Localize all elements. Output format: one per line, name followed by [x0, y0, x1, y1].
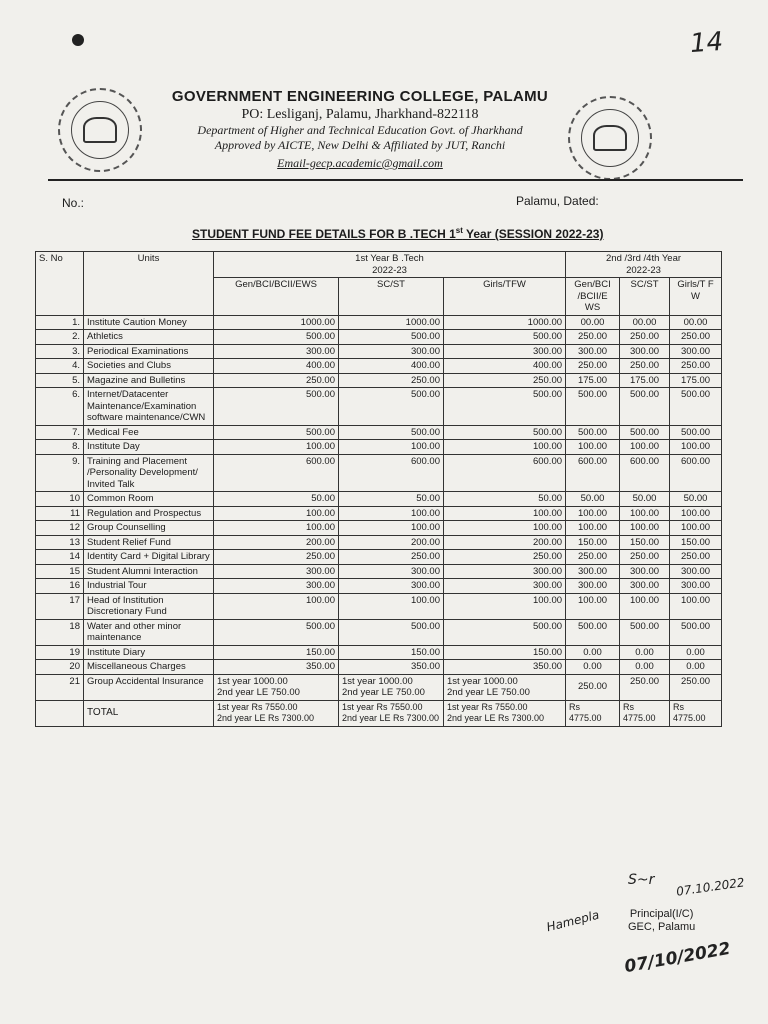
row-girls-later-value: 250.00 — [670, 359, 722, 374]
row-girls-value: 300.00 — [444, 344, 566, 359]
row-gen-later-value: 100.00 — [566, 593, 620, 619]
row-girls-later-value: 0.00 — [670, 660, 722, 675]
row-gen-value: 100.00 — [214, 593, 339, 619]
row-unit: Water and other minor maintenance — [84, 619, 214, 645]
row-scst-value: 300.00 — [339, 564, 444, 579]
row-girls-later-value: 300.00 — [670, 564, 722, 579]
row-gen-later-value: 300.00 — [566, 579, 620, 594]
row-unit: Athletics — [84, 330, 214, 345]
row-scst-later-value: 100.00 — [620, 440, 670, 455]
row-gen-later-value: 500.00 — [566, 425, 620, 440]
row-scst-value: 350.00 — [339, 660, 444, 675]
additional-signature: Hamepla — [545, 907, 601, 935]
row-scst-value: 100.00 — [339, 440, 444, 455]
row-unit: Institute Diary — [84, 645, 214, 660]
row-unit: Head of Institution Discretionary Fund — [84, 593, 214, 619]
row-scst-later-value: 500.00 — [620, 388, 670, 426]
row-gen-value: 500.00 — [214, 619, 339, 645]
row-scst-value: 100.00 — [339, 506, 444, 521]
row-girls-later-value: 300.00 — [670, 344, 722, 359]
row-scst-value: 250.00 — [339, 550, 444, 565]
table-row — [36, 521, 722, 536]
table-row — [36, 645, 722, 660]
college-seal-icon — [58, 88, 142, 172]
fee-table-body — [36, 315, 722, 726]
row-sno: 18 — [36, 619, 84, 645]
row-girls-later-value: 150.00 — [670, 535, 722, 550]
row-sno: 7. — [36, 425, 84, 440]
row-scst-later-value: 600.00 — [620, 454, 670, 492]
row-scst-later-value: 250.00 — [620, 550, 670, 565]
table-row — [36, 492, 722, 507]
row-gen-later-value: 250.00 — [566, 330, 620, 345]
row-sno: 8. — [36, 440, 84, 455]
row-unit: Training and Placement /Personality Development/ Invited Talk — [84, 454, 214, 492]
row-scst-later-value: 250.00 — [620, 359, 670, 374]
row-gen-later-value: 100.00 — [566, 521, 620, 536]
row-scst-value: 300.00 — [339, 344, 444, 359]
row-unit: Periodical Examinations — [84, 344, 214, 359]
row-girls-value: 500.00 — [444, 330, 566, 345]
row-sno: 3. — [36, 344, 84, 359]
row-gen-value: 600.00 — [214, 454, 339, 492]
row-gen-value: 400.00 — [214, 359, 339, 374]
row-gen-later-value: 175.00 — [566, 373, 620, 388]
row-girls-value: 100.00 — [444, 593, 566, 619]
table-row — [36, 535, 722, 550]
row-scst-value: 1000.00 — [339, 315, 444, 330]
row-scst-value: 500.00 — [339, 425, 444, 440]
row-unit: Regulation and Prospectus — [84, 506, 214, 521]
government-seal-icon — [568, 96, 652, 180]
col-girls-header: Girls/TFW — [444, 278, 566, 316]
row-girls-value: 500.00 — [444, 388, 566, 426]
row-gen-value: 250.00 — [214, 373, 339, 388]
row-scst-later-value: 00.00 — [620, 315, 670, 330]
row-girls-later-value: 0.00 — [670, 645, 722, 660]
row-sno: 17 — [36, 593, 84, 619]
row-gen-later-value: 100.00 — [566, 440, 620, 455]
row-unit: Identity Card + Digital Library — [84, 550, 214, 565]
row-scst-value: 300.00 — [339, 579, 444, 594]
row-unit: Internet/Datacenter Maintenance/Examination software maintenance/CWN — [84, 388, 214, 426]
row-girls-value: 300.00 — [444, 579, 566, 594]
table-row — [36, 388, 722, 426]
row-gen-value: 350.00 — [214, 660, 339, 675]
row-girls-later-value: 100.00 — [670, 440, 722, 455]
table-row — [36, 660, 722, 675]
row-gen-value: 300.00 — [214, 344, 339, 359]
row-girls-value: 250.00 — [444, 373, 566, 388]
signature-date-1: 07.10.2022 — [675, 875, 746, 899]
row-scst-later-value: 100.00 — [620, 506, 670, 521]
signature-date-2: 07/10/2022 — [623, 938, 732, 978]
table-row — [36, 550, 722, 565]
row-girls-later-value: 175.00 — [670, 373, 722, 388]
row-unit: Miscellaneous Charges — [84, 660, 214, 675]
header-divider — [48, 179, 743, 181]
table-row — [36, 564, 722, 579]
row-unit: Group Counselling — [84, 521, 214, 536]
table-row — [36, 593, 722, 619]
row-scst-later-value: 150.00 — [620, 535, 670, 550]
table-row — [36, 454, 722, 492]
row-scst-value: 400.00 — [339, 359, 444, 374]
row-gen-value: 500.00 — [214, 388, 339, 426]
row-girls-value: 1000.00 — [444, 315, 566, 330]
row-scst-value: 100.00 — [339, 593, 444, 619]
row-scst-later-value: 175.00 — [620, 373, 670, 388]
row-gen-later-value: 300.00 — [566, 564, 620, 579]
letterhead — [150, 88, 570, 171]
row-gen-later-value: 300.00 — [566, 344, 620, 359]
col-units-header: Units — [84, 252, 214, 316]
row-gen-later-value: 0.00 — [566, 645, 620, 660]
col-gen-header: Gen/BCI/BCII/EWS — [214, 278, 339, 316]
table-row — [36, 440, 722, 455]
row-gen-later-value: 250.00 — [566, 359, 620, 374]
row-scst-later-value: 300.00 — [620, 579, 670, 594]
college-address: PO: Lesliganj, Palamu, Jharkhand-822118 — [241, 107, 479, 122]
row-sno: 11 — [36, 506, 84, 521]
row-sno: 15 — [36, 564, 84, 579]
row-scst-later-value: 100.00 — [620, 593, 670, 619]
row-sno: 14 — [36, 550, 84, 565]
row-gen-value: 300.00 — [214, 579, 339, 594]
group-first-year-header: 1st Year B .Tech 2022-23 — [214, 252, 566, 278]
row-sno: 1. — [36, 315, 84, 330]
row-scst-later-value: 100.00 — [620, 521, 670, 536]
row-girls-later-value: 100.00 — [670, 593, 722, 619]
department-line: Department of Higher and Technical Education Govt. of Jharkhand — [197, 123, 523, 137]
row-unit: Institute Caution Money — [84, 315, 214, 330]
row-sno: 10 — [36, 492, 84, 507]
principal-designation: Principal(I/C) GEC, Palamu — [628, 908, 696, 933]
row-gen-value: 200.00 — [214, 535, 339, 550]
table-row — [36, 330, 722, 345]
reference-number-label: No.: — [62, 196, 85, 210]
row-scst-value: 500.00 — [339, 388, 444, 426]
row-gen-later-value: 00.00 — [566, 315, 620, 330]
table-head-row — [36, 252, 722, 278]
row-sno: 2. — [36, 330, 84, 345]
row-sno: 4. — [36, 359, 84, 374]
row-girls-later-value: 300.00 — [670, 579, 722, 594]
college-name: GOVERNMENT ENGINEERING COLLEGE, PALAMU — [171, 88, 549, 105]
row-gen-later-value: 500.00 — [566, 388, 620, 426]
row-gen-value: 50.00 — [214, 492, 339, 507]
row-scst-later-value: 0.00 — [620, 660, 670, 675]
row-sno: 19 — [36, 645, 84, 660]
col-gen-later-header: Gen/BCI /BCII/E WS — [566, 278, 620, 316]
row-scst-value: 150.00 — [339, 645, 444, 660]
row-scst-later-value: 300.00 — [620, 344, 670, 359]
row-scst-value: 500.00 — [339, 619, 444, 645]
row-gen-later-value: 50.00 — [566, 492, 620, 507]
email-line: Email-gecp.academic@gmail.com — [277, 156, 443, 170]
row-girls-value: 150.00 — [444, 645, 566, 660]
row-girls-value: 100.00 — [444, 521, 566, 536]
row-girls-later-value: 500.00 — [670, 388, 722, 426]
row-scst-value: 200.00 — [339, 535, 444, 550]
row-girls-value: 200.00 — [444, 535, 566, 550]
table-row — [36, 315, 722, 330]
row-unit: Common Room — [84, 492, 214, 507]
col-girls-later-header: Girls/T F W — [670, 278, 722, 316]
row-girls-value: 500.00 — [444, 619, 566, 645]
table-row — [36, 344, 722, 359]
row-gen-later-value: 100.00 — [566, 506, 620, 521]
row-gen-later-value: 500.00 — [566, 619, 620, 645]
row-girls-later-value: 00.00 — [670, 315, 722, 330]
row-girls-value: 100.00 — [444, 440, 566, 455]
row-unit: Industrial Tour — [84, 579, 214, 594]
row-girls-later-value: 250.00 — [670, 330, 722, 345]
row-girls-later-value: 500.00 — [670, 425, 722, 440]
table-row — [36, 359, 722, 374]
row-scst-later-value: 0.00 — [620, 645, 670, 660]
approval-line: Approved by AICTE, New Delhi & Affiliated by JUT, Ranchi — [214, 138, 506, 152]
row-sno: 20 — [36, 660, 84, 675]
group-later-years-header: 2nd /3rd /4th Year 2022-23 — [566, 252, 722, 278]
row-girls-later-value: 100.00 — [670, 506, 722, 521]
row-scst-later-value: 300.00 — [620, 564, 670, 579]
row-girls-later-value: 100.00 — [670, 521, 722, 536]
table-row — [36, 425, 722, 440]
row-gen-value: 300.00 — [214, 564, 339, 579]
fee-table — [35, 251, 722, 727]
row-scst-later-value: 50.00 — [620, 492, 670, 507]
row-girls-value: 50.00 — [444, 492, 566, 507]
col-scst-header: SC/ST — [339, 278, 444, 316]
row-gen-value: 100.00 — [214, 506, 339, 521]
row-girls-value: 400.00 — [444, 359, 566, 374]
row-girls-value: 600.00 — [444, 454, 566, 492]
col-sno-header: S. No — [36, 252, 84, 316]
row-girls-value: 100.00 — [444, 506, 566, 521]
row-unit: Student Alumni Interaction — [84, 564, 214, 579]
row-scst-value: 600.00 — [339, 454, 444, 492]
row-unit: Institute Day — [84, 440, 214, 455]
table-row — [36, 579, 722, 594]
row-sno: 12 — [36, 521, 84, 536]
row-unit: Medical Fee — [84, 425, 214, 440]
row-gen-value: 1000.00 — [214, 315, 339, 330]
table-row — [36, 506, 722, 521]
table-row-insurance: 21 Group Accidental Insurance 1st year 1000.00 2nd year LE 750.00 1st year 1000.00 2nd year LE 750.00 1st year 1000.00 2nd year LE 750.00 250.00 250.00 250.00 — [36, 674, 722, 700]
row-girls-value: 300.00 — [444, 564, 566, 579]
row-girls-later-value: 250.00 — [670, 550, 722, 565]
row-unit: Magazine and Bulletins — [84, 373, 214, 388]
punch-hole — [72, 34, 84, 46]
row-sno: 9. — [36, 454, 84, 492]
row-scst-later-value: 500.00 — [620, 619, 670, 645]
row-scst-value: 50.00 — [339, 492, 444, 507]
row-scst-value: 500.00 — [339, 330, 444, 345]
row-unit: Societies and Clubs — [84, 359, 214, 374]
page-number: 14 — [688, 26, 725, 60]
row-girls-value: 500.00 — [444, 425, 566, 440]
row-scst-value: 100.00 — [339, 521, 444, 536]
row-gen-later-value: 150.00 — [566, 535, 620, 550]
row-gen-value: 500.00 — [214, 425, 339, 440]
row-gen-value: 500.00 — [214, 330, 339, 345]
row-scst-later-value: 500.00 — [620, 425, 670, 440]
row-gen-value: 100.00 — [214, 521, 339, 536]
row-girls-value: 250.00 — [444, 550, 566, 565]
row-gen-later-value: 0.00 — [566, 660, 620, 675]
row-sno: 5. — [36, 373, 84, 388]
table-row — [36, 373, 722, 388]
dated-label: Palamu, Dated: — [516, 194, 599, 208]
row-scst-value: 250.00 — [339, 373, 444, 388]
row-unit: Student Relief Fund — [84, 535, 214, 550]
row-sno: 13 — [36, 535, 84, 550]
row-scst-later-value: 250.00 — [620, 330, 670, 345]
row-sno: 16 — [36, 579, 84, 594]
row-girls-later-value: 500.00 — [670, 619, 722, 645]
col-scst-later-header: SC/ST — [620, 278, 670, 316]
row-gen-value: 250.00 — [214, 550, 339, 565]
row-gen-later-value: 250.00 — [566, 550, 620, 565]
row-girls-later-value: 50.00 — [670, 492, 722, 507]
row-sno: 6. — [36, 388, 84, 426]
row-gen-value: 150.00 — [214, 645, 339, 660]
row-girls-value: 350.00 — [444, 660, 566, 675]
principal-signature: S~r — [628, 872, 655, 888]
table-row — [36, 619, 722, 645]
table-row-total: TOTAL 1st year Rs 7550.00 2nd year LE Rs 7300.00 1st year Rs 7550.00 2nd year LE Rs 7300.00 1st year Rs 7550.00 2nd year LE Rs 7300.00 Rs 4775.00 Rs 4775.00 Rs 4775.00 — [36, 700, 722, 726]
row-gen-later-value: 600.00 — [566, 454, 620, 492]
row-girls-later-value: 600.00 — [670, 454, 722, 492]
row-gen-value: 100.00 — [214, 440, 339, 455]
document-title: STUDENT FUND FEE DETAILS FOR B .TECH 1st Year (SESSION 2022-23) — [192, 226, 604, 241]
